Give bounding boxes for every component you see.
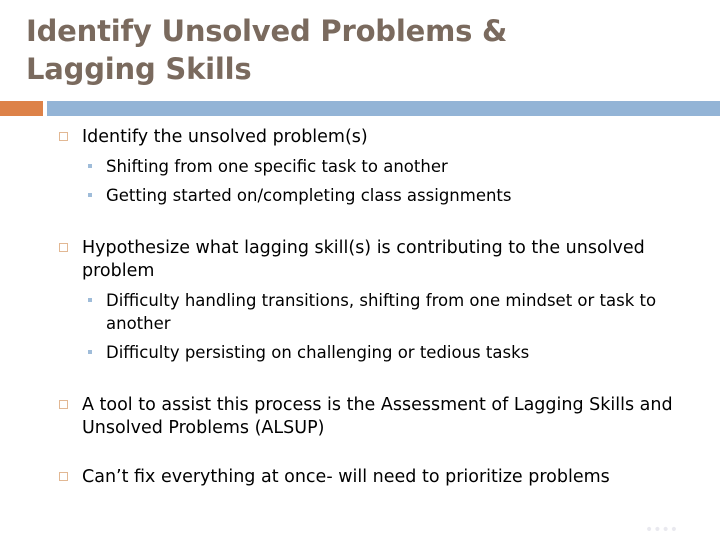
slide-body xyxy=(0,126,720,540)
spacer xyxy=(0,207,720,237)
list-item-level2 xyxy=(0,289,720,335)
list-item-label: Shifting from one specific task to another xyxy=(106,157,448,176)
list-item-level1 xyxy=(0,126,720,149)
list-item-label: A tool to assist this process is the Assessment of Lagging Skills and Unsolved Problems (ALSUP) xyxy=(82,395,673,438)
title-accent-bar-orange xyxy=(0,101,43,116)
clipped-overflow-text: •••• xyxy=(645,522,679,538)
bullet-group xyxy=(0,466,720,489)
small-dot-bullet-icon xyxy=(88,298,92,302)
list-item-label: Identify the unsolved problem(s) xyxy=(82,127,368,147)
list-item-level2 xyxy=(0,184,720,207)
list-item-level2 xyxy=(0,341,720,364)
hollow-square-bullet-icon xyxy=(59,132,68,141)
hollow-square-bullet-icon xyxy=(59,472,68,481)
list-item-level1 xyxy=(0,237,720,283)
page-title xyxy=(26,12,686,88)
list-item-level1 xyxy=(0,466,720,489)
bullet-group xyxy=(0,126,720,207)
small-dot-bullet-icon xyxy=(88,193,92,197)
small-dot-bullet-icon xyxy=(88,350,92,354)
hollow-square-bullet-icon xyxy=(59,400,68,409)
spacer xyxy=(0,364,720,394)
title-line-2: Lagging Skills xyxy=(26,52,252,86)
list-item-label: Getting started on/completing class assignments xyxy=(106,186,512,205)
list-item-label: Can’t fix everything at once- will need to prioritize problems xyxy=(82,467,610,487)
list-item-level1 xyxy=(0,394,720,440)
title-divider-bar-blue xyxy=(47,101,720,116)
list-item-level2 xyxy=(0,155,720,178)
hollow-square-bullet-icon xyxy=(59,243,68,252)
title-line-1: Identify Unsolved Problems & xyxy=(26,14,508,48)
list-item-label: Hypothesize what lagging skill(s) is contributing to the unsolved problem xyxy=(82,238,645,281)
list-item-label: Difficulty persisting on challenging or tedious tasks xyxy=(106,343,530,362)
spacer xyxy=(0,440,720,466)
list-item-label: Difficulty handling transitions, shifting from one mindset or task to another xyxy=(106,291,657,333)
bullet-group xyxy=(0,394,720,440)
small-dot-bullet-icon xyxy=(88,164,92,168)
bullet-group xyxy=(0,237,720,364)
